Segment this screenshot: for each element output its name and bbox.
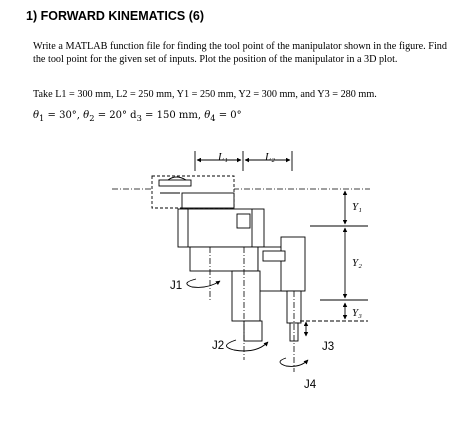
theta2-subscript: 2: [89, 113, 95, 123]
theta1-value: = 30°,: [44, 110, 84, 121]
theta1-symbol: θ: [33, 110, 40, 121]
label-Y2: Y₂: [352, 257, 362, 269]
d3-subscript: 3: [136, 113, 142, 123]
theta4-subscript: 4: [210, 113, 216, 123]
label-Y3: Y₃: [352, 307, 362, 319]
theta2-symbol: θ: [83, 110, 90, 121]
label-J3: J3: [322, 341, 335, 353]
label-J2: J2: [212, 340, 225, 352]
link-one: [178, 209, 264, 271]
j1-rotation-arrow: [187, 279, 220, 287]
given-values: Take L1 = 300 mm, L2 = 250 mm, Y1 = 250 mm, Y2 = 300 mm, and Y3 = 280 mm.: [33, 89, 377, 100]
label-J4: J4: [304, 379, 317, 391]
label-Y1: Y₁: [352, 201, 362, 213]
link-length-dimensions: [195, 151, 292, 171]
d3-value: = 150 mm,: [141, 110, 205, 121]
label-J1: J1: [170, 280, 183, 292]
label-L1: L₁: [218, 151, 228, 163]
problem-heading: 1) FORWARD KINEMATICS (6): [26, 9, 205, 23]
theta4-value: = 0°: [215, 110, 242, 121]
problem-statement: Write a MATLAB function file for finding the tool point of the manipulator shown in the figure. Find the tool point for the given set of inputs. Plot the position of the manipulator in a 3D plot.: [33, 41, 447, 65]
label-L2: L₂: [265, 151, 275, 163]
base-column: [152, 176, 234, 208]
theta2-value: = 20° d: [94, 110, 137, 121]
j2-rotation-arrow: [226, 340, 268, 351]
theta4-symbol: θ: [204, 110, 211, 121]
theta1-subscript: 1: [39, 113, 45, 123]
